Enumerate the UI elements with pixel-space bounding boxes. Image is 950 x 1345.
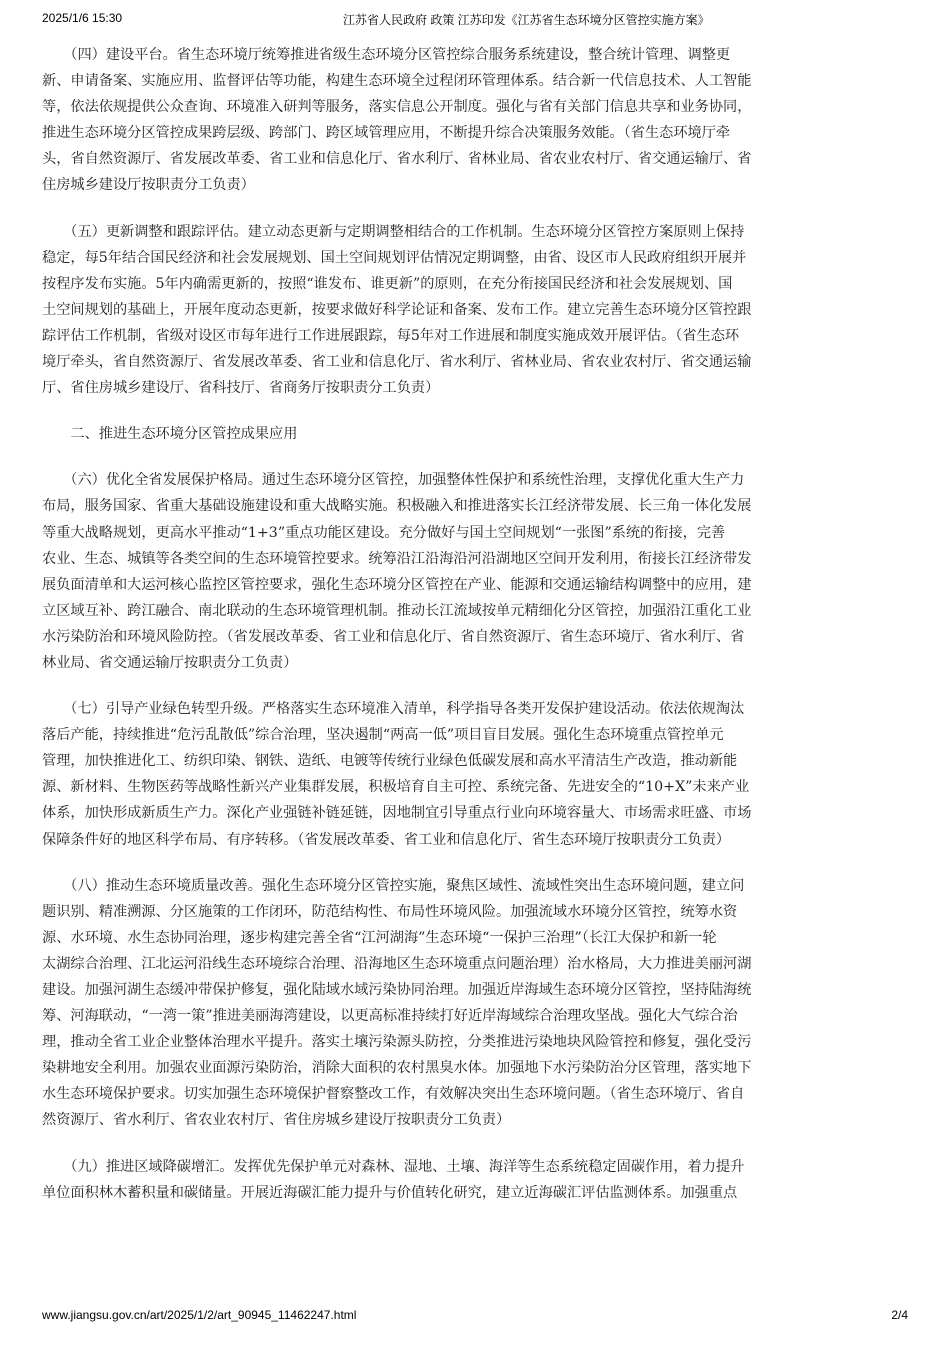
text-line: 水污染防治和环境风险防控。（省发展改革委、省工业和信息化厅、省自然资源厅、省生态环境厅、省水利厅、省 — [42, 628, 745, 645]
text-line: 立区域互补、跨江融合、南北联动的生态环境管理机制。推动长江流域按单元精细化分区管控，加强沿江重化工业 — [42, 602, 752, 619]
paragraph-7 — [0, 696, 908, 853]
section-heading — [0, 421, 908, 447]
text-line: 理，推动全省工业企业整体治理水平提升。落实土壤污染源头防控，分类推进污染地块风险管控和修复，强化受污 — [42, 1034, 752, 1051]
text-line: 踪评估工作机制，省级对设区市每年进行工作进展跟踪，每5年对工作进展和制度实施成效开展评估。（省生态环 — [42, 327, 740, 344]
text-line: 布局，服务国家、省重大基础设施建设和重大战略实施。积极融入和推进落实长江经济带发展、长三角一体化发展 — [42, 498, 752, 515]
text-line: （四）建设平台。省生态环境厅统筹推进省级生态环境分区管控综合服务系统建设，整合统计管理、调整更 — [42, 47, 731, 63]
text-line: 管理，加快推进化工、纺织印染、钢铁、造纸、电镀等传统行业绿色低碳发展和高水平清洁生产改造，推动新能 — [42, 753, 738, 770]
text-line: 筹、河海联动，“一湾一策”推进美丽海湾建设，以更高标准持续打好近岸海域综合治理攻坚战。强化大气综合治 — [42, 1008, 738, 1025]
text-line: 单位面积林木蓄积量和碳储量。开展近海碳汇能力提升与价值转化研究，建立近海碳汇评估监测体系。加强重点 — [42, 1184, 738, 1201]
text-line: 落后产能，持续推进“危污乱散低”综合治理，坚决遏制“两高一低”项目盲目发展。强化生态环境重点管控单元 — [42, 727, 724, 744]
text-line: 染耕地安全利用。加强农业面源污染防治，消除大面积的农村黑臭水体。加强地下水污染防治分区管理，落实地下 — [42, 1060, 752, 1077]
text-line: 住房城乡建设厅按职责分工负责） — [42, 177, 255, 194]
paragraph-6 — [0, 467, 908, 676]
text-line: 厅、省住房城乡建设厅、省科技厅、省商务厅按职责分工负责） — [42, 380, 440, 397]
print-datetime: 2025/1/6 15:30 — [42, 11, 123, 25]
text-line: 水生态环境保护要求。切实加强生态环境保护督察整改工作，有效解决突出生态环境问题。（省生态环境厅、省自 — [42, 1086, 745, 1103]
paragraph-8 — [0, 873, 908, 1134]
text-line: 体系，加快形成新质生产力。深化产业强链补链延链，因地制宜引导重点行业向环境容量大、市场需求旺盛、市场 — [42, 805, 752, 822]
print-header — [0, 11, 950, 33]
text-line: 展负面清单和大运河核心监控区管控要求，强化生态环境分区管控在产业、能源和交通运输结构调整中的应用，建 — [42, 576, 752, 593]
page-number: 2/4 — [891, 1308, 908, 1322]
text-line: 林业局、省交通运输厅按职责分工负责） — [42, 654, 298, 671]
paragraph-9 — [0, 1154, 908, 1206]
text-line: 按程序发布实施。5年内确需更新的，按照“谁发布、谁更新”的原则，在充分衔接国民经济和社会发展规划、国 — [42, 275, 733, 292]
text-line: 等，依法依规提供公众查询、环境准入研判等服务，落实信息公开制度。强化与省有关部门信息共享和业务协同， — [42, 99, 752, 116]
page-title: 江苏省人民政府 政策 江苏印发《江苏省生态环境分区管控实施方案》 — [343, 13, 710, 27]
text-line: 稳定，每5年结合国民经济和社会发展规划、国土空间规划评估情况定期调整，由省、设区市人民政府组织开展并 — [42, 249, 747, 266]
text-line: 头，省自然资源厅、省发展改革委、省工业和信息化厅、省水利厅、省林业局、省农业农村厅、省交通运输厅、省 — [42, 151, 752, 168]
text-line: 源、新材料、生物医药等战略性新兴产业集群发展，积极培育自主可控、系统完备、先进安全的“10+X”未来产业 — [42, 779, 750, 796]
text-line: 等重大战略规划，更高水平推动“1+3”重点功能区建设。充分做好与国土空间规划“一张图”系统的衔接，完善 — [42, 524, 726, 541]
article-body — [42, 42, 908, 1300]
text-line: 题识别、精准溯源、分区施策的工作闭环，防范结构性、布局性环境风险。加强流域水环境分区管控，统筹水资 — [42, 903, 738, 920]
paragraph-4 — [0, 42, 908, 199]
text-line: 推进生态环境分区管控成果跨层级、跨部门、跨区域管理应用，不断提升综合决策服务效能。（省生态环境厅牵 — [42, 125, 731, 142]
text-line: （八）推动生态环境质量改善。强化生态环境分区管控实施，聚焦区域性、流域性突出生态环境问题，建立问 — [42, 877, 745, 894]
heading-line: 二、推进生态环境分区管控成果应用 — [42, 426, 298, 443]
text-line: 土空间规划的基础上，开展年度动态更新，按要求做好科学论证和备案、发布工作。建立完善生态环境分区管控跟 — [42, 301, 752, 318]
text-line: 太湖综合治理、江北运河沿线生态环境综合治理、沿海地区生态环境重点问题治理）治水格局，大力推进美丽河湖 — [42, 955, 752, 972]
text-line: 保障条件好的地区科学布局、有序转移。（省发展改革委、省工业和信息化厅、省生态环境厅按职责分工负责） — [42, 831, 731, 848]
text-line: （七）引导产业绿色转型升级。严格落实生态环境准入清单，科学指导各类开发保护建设活动。依法依规淘汰 — [42, 701, 745, 718]
print-footer — [0, 1308, 950, 1330]
page-url: www.jiangsu.gov.cn/art/2025/1/2/art_90945_11462247.html — [42, 1308, 357, 1322]
text-line: 建设。加强河湖生态缓冲带保护修复，强化陆域水域污染协同治理。加强近岸海域生态环境分区管控，坚持陆海统 — [42, 982, 752, 998]
text-line: （九）推进区域降碳增汇。发挥优先保护单元对森林、湿地、土壤、海洋等生态系统稳定固碳作用，着力提升 — [42, 1158, 745, 1175]
text-line: （六）优化全省发展保护格局。通过生态环境分区管控，加强整体性保护和系统性治理，支撑优化重大生产力 — [42, 472, 745, 489]
text-line: 然资源厅、省水利厅、省农业农村厅、省住房城乡建设厅按职责分工负责） — [42, 1112, 511, 1129]
text-line: （五）更新调整和跟踪评估。建立动态更新与定期调整相结合的工作机制。生态环境分区管控方案原则上保持 — [42, 223, 745, 240]
text-line: 新、申请备案、实施应用、监督评估等功能，构建生态环境全过程闭环管理体系。结合新一代信息技术、人工智能 — [42, 73, 752, 90]
text-line: 境厅牵头，省自然资源厅、省发展改革委、省工业和信息化厅、省水利厅、省林业局、省农业农村厅、省交通运输 — [42, 354, 752, 371]
paragraph-5 — [0, 219, 908, 402]
text-line: 源、水环境、水生态协同治理，逐步构建完善全省“江河湖海”生态环境“一保护三治理”（长江大保护和新一轮 — [42, 929, 717, 946]
text-line: 农业、生态、城镇等各类空间的生态环境管控要求。统筹沿江沿海沿河沿湖地区空间开发利用，衔接长江经济带发 — [42, 550, 752, 567]
